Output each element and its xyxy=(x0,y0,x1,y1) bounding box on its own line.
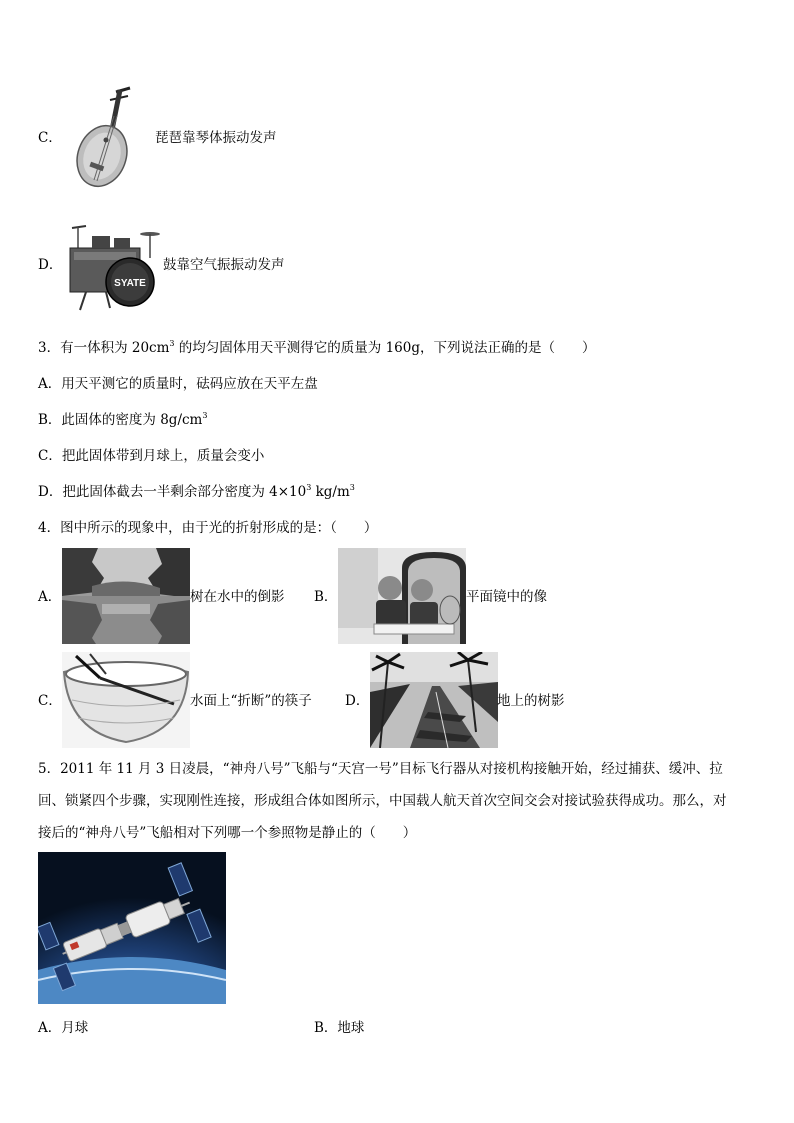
tree-shadow-road-image xyxy=(370,652,498,748)
q3-option-b-text: B．此固体的密度为 8g/cm xyxy=(38,412,203,428)
q4-option-d-letter: D． xyxy=(345,693,370,709)
q4-option-b-letter: B． xyxy=(314,589,338,605)
drum-logo-text: SYATE xyxy=(114,278,146,289)
q3-stem-sup: 3 xyxy=(169,339,175,348)
spacecraft-docking-image xyxy=(38,852,226,1004)
q5-stem-line3: 接后的“神舟八号”飞船相对下列哪一个参照物是静止的（ ） xyxy=(38,825,417,841)
q3-stem-part2: 的均匀固体用天平测得它的质量为 160g，下列说法正确的是（ ） xyxy=(174,340,596,356)
q3-option-b-sup: 3 xyxy=(202,411,208,420)
q3-stem xyxy=(38,339,596,357)
q2-option-c-text: 琵琶靠琴体振动发声 xyxy=(155,130,277,146)
q3-option-d-text2: kg/m xyxy=(311,484,350,500)
q3-option-d-sup2: 3 xyxy=(349,483,355,492)
q4-option-b-text: 平面镜中的像 xyxy=(466,589,547,605)
q5-option-b: B．地球 xyxy=(314,1020,365,1036)
q5-stem-line1: 5．2011 年 11 月 3 日凌晨，“神舟八号”飞船与“天宫一号”目标飞行器从对接机构接触开始，经过捕获、缓冲、拉 xyxy=(38,761,723,777)
q4-stem: 4．图中所示的现象中，由于光的折射形成的是：（ ） xyxy=(38,520,378,536)
q4-option-d-text: 地上的树影 xyxy=(497,693,565,709)
q2-option-d-text: 鼓靠空气振振动发声 xyxy=(163,257,285,273)
mirror-image-photo xyxy=(338,548,466,644)
q4-option-a-letter: A． xyxy=(38,589,62,605)
q5-option-a: A．月球 xyxy=(38,1020,89,1036)
tree-reflection-image xyxy=(62,548,190,644)
q3-option-d xyxy=(38,483,355,501)
q3-option-c: C．把此固体带到月球上，质量会变小 xyxy=(38,448,265,464)
q3-option-a: A．用天平测它的质量时，砝码应放在天平左盘 xyxy=(38,376,318,392)
q5-stem-line2: 回、锁紧四个步骤，实现刚性连接，形成组合体如图所示，中国载人航天首次空间交会对接试验获得成功。那么，对 xyxy=(38,793,727,809)
q4-option-a-text: 树在水中的倒影 xyxy=(190,589,285,605)
q3-option-b xyxy=(38,411,207,429)
q3-option-d-sup1: 3 xyxy=(306,483,312,492)
bent-chopsticks-image xyxy=(62,652,190,748)
q2-option-c-letter: C． xyxy=(38,130,62,146)
q4-option-c-text: 水面上“折断”的筷子 xyxy=(190,693,312,709)
q3-stem-part1: 3．有一体积为 20cm xyxy=(38,340,170,356)
pipa-image xyxy=(68,86,148,190)
drum-kit-image xyxy=(66,218,162,314)
q4-option-c-letter: C． xyxy=(38,693,62,709)
q3-option-d-text1: D．把此固体截去一半剩余部分密度为 4×10 xyxy=(38,484,307,500)
q2-option-d-letter: D． xyxy=(38,257,63,273)
